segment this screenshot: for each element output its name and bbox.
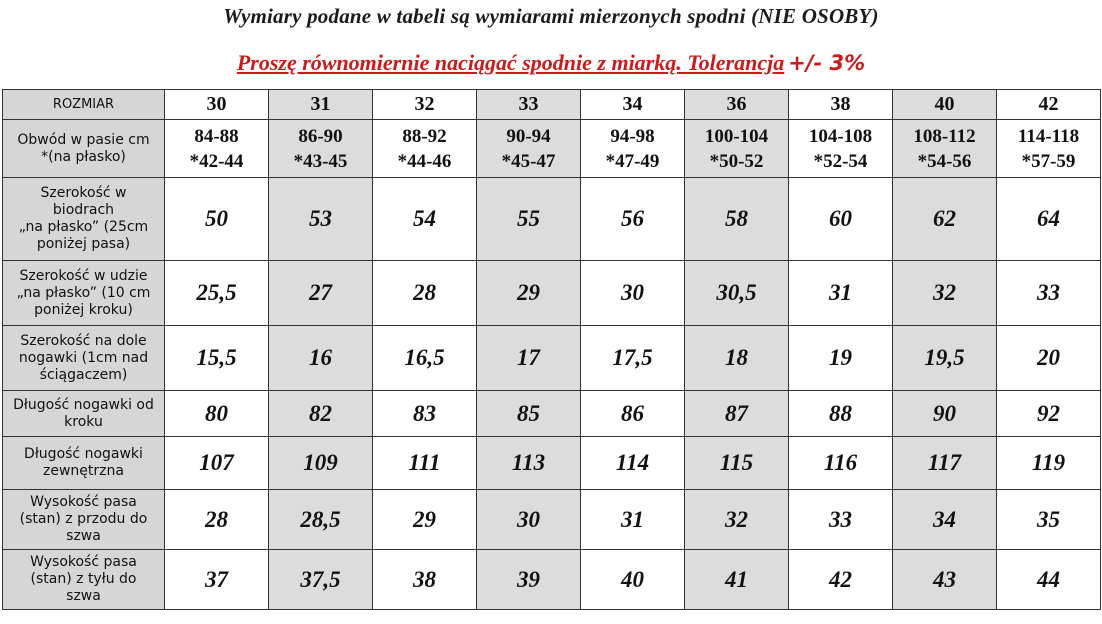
row-label: Wysokość pasa (stan) z tyłu do szwa [3,550,165,610]
measurement-cell: 32 [893,261,997,326]
measurement-cell: 25,5 [165,261,269,326]
measurement-cell: 33 [997,261,1101,326]
measurement-cell: 115 [685,437,789,490]
waist-cell [789,120,893,178]
measurement-cell: 114 [581,437,685,490]
waist-row [3,120,1101,178]
measurement-cell: 60 [789,178,893,261]
size-header-cell: 30 [165,90,269,120]
tolerance-notice [0,50,1102,76]
waist-cell [997,120,1101,178]
size-header-cell: 31 [269,90,373,120]
measurement-cell: 30 [581,261,685,326]
waist-flat: *45-47 [501,150,556,172]
measurement-cell: 18 [685,326,789,391]
waist-flat: *43-45 [293,150,348,172]
size-table [2,89,1101,610]
size-header-cell: 36 [685,90,789,120]
measurement-cell: 19 [789,326,893,391]
measurement-cell: 19,5 [893,326,997,391]
waist-cell [373,120,477,178]
measurement-cell: 29 [477,261,581,326]
measurement-cell: 107 [165,437,269,490]
measurement-cell: 64 [997,178,1101,261]
size-header-cell: 34 [581,90,685,120]
page-title: Wymiary podane w tabeli są wymiarami mierzonych spodni (NIE OSOBY) [223,4,879,28]
measurement-cell: 41 [685,550,789,610]
measurement-cell: 87 [685,391,789,437]
measurement-row [3,178,1101,261]
measurement-cell: 34 [893,490,997,550]
measurement-cell: 82 [269,391,373,437]
size-header-cell: 33 [477,90,581,120]
measurement-cell: 28,5 [269,490,373,550]
measurement-cell: 17,5 [581,326,685,391]
measurement-cell: 28 [373,261,477,326]
measurement-cell: 37 [165,550,269,610]
measurement-cell: 39 [477,550,581,610]
measurement-cell: 117 [893,437,997,490]
measurement-cell: 90 [893,391,997,437]
measurement-cell: 32 [685,490,789,550]
measurement-cell: 109 [269,437,373,490]
measurement-row [3,261,1101,326]
row-label: ROZMIAR [3,90,165,120]
measurement-cell: 20 [997,326,1101,391]
row-label: Obwód w pasie cm *(na płasko) [3,120,165,178]
measurement-cell: 85 [477,391,581,437]
measurement-cell: 62 [893,178,997,261]
measurement-cell: 31 [581,490,685,550]
size-header-cell: 38 [789,90,893,120]
measurement-cell: 37,5 [269,550,373,610]
size-header-row [3,90,1101,120]
waist-cell [165,120,269,178]
measurement-cell: 31 [789,261,893,326]
measurement-cell: 50 [165,178,269,261]
row-label: Szerokość w udzie „na płasko” (10 cm poniżej kroku) [3,261,165,326]
measurement-cell: 15,5 [165,326,269,391]
row-label: Wysokość pasa (stan) z przodu do szwa [3,490,165,550]
measurement-row [3,326,1101,391]
measurement-cell: 17 [477,326,581,391]
measurement-cell: 16,5 [373,326,477,391]
measurement-cell: 80 [165,391,269,437]
waist-range: 104-108 [808,125,873,147]
waist-flat: *57-59 [1021,150,1076,172]
waist-flat: *44-46 [397,150,452,172]
measurement-row [3,391,1101,437]
row-label: Długość nogawki zewnętrzna [3,437,165,490]
tolerance-value: +/- 3% [788,51,866,75]
size-header-cell: 32 [373,90,477,120]
measurement-cell: 54 [373,178,477,261]
measurement-cell: 55 [477,178,581,261]
measurement-cell: 16 [269,326,373,391]
measurement-cell: 58 [685,178,789,261]
measurement-cell: 43 [893,550,997,610]
waist-flat: *50-52 [709,150,764,172]
measurement-cell: 56 [581,178,685,261]
measurement-cell: 111 [373,437,477,490]
waist-range: 94-98 [610,125,655,147]
waist-flat: *42-44 [189,150,244,172]
waist-cell [477,120,581,178]
notice-text: Proszę równomiernie naciągać spodnie z miarką. Tolerancja [236,50,785,75]
measurement-cell: 88 [789,391,893,437]
waist-range: 84-88 [194,125,239,147]
row-label: Długość nogawki od kroku [3,391,165,437]
waist-cell [685,120,789,178]
waist-range: 88-92 [402,125,447,147]
row-label: Szerokość na dole nogawki (1cm nad ściągaczem) [3,326,165,391]
waist-range: 100-104 [704,125,769,147]
waist-range: 86-90 [298,125,343,147]
waist-cell [581,120,685,178]
measurement-cell: 30 [477,490,581,550]
measurement-cell: 53 [269,178,373,261]
waist-range: 108-112 [913,125,976,147]
measurement-row [3,437,1101,490]
measurement-cell: 113 [477,437,581,490]
measurement-cell: 119 [997,437,1101,490]
measurement-cell: 35 [997,490,1101,550]
measurement-cell: 27 [269,261,373,326]
size-header-cell: 42 [997,90,1101,120]
waist-flat: *52-54 [813,150,868,172]
waist-cell [269,120,373,178]
measurement-cell: 92 [997,391,1101,437]
measurement-row [3,550,1101,610]
measurement-cell: 40 [581,550,685,610]
measurement-cell: 44 [997,550,1101,610]
measurement-cell: 33 [789,490,893,550]
row-label: Szerokość w biodrach „na płasko” (25cm poniżej pasa) [3,178,165,261]
waist-cell [893,120,997,178]
waist-range: 90-94 [506,125,551,147]
measurement-cell: 38 [373,550,477,610]
measurement-cell: 28 [165,490,269,550]
waist-range: 114-118 [1017,125,1080,147]
measurement-cell: 42 [789,550,893,610]
waist-flat: *54-56 [917,150,972,172]
measurement-cell: 116 [789,437,893,490]
measurement-cell: 30,5 [685,261,789,326]
measurement-cell: 29 [373,490,477,550]
waist-flat: *47-49 [605,150,660,172]
measurement-row [3,490,1101,550]
measurement-cell: 83 [373,391,477,437]
measurement-cell: 86 [581,391,685,437]
size-header-cell: 40 [893,90,997,120]
